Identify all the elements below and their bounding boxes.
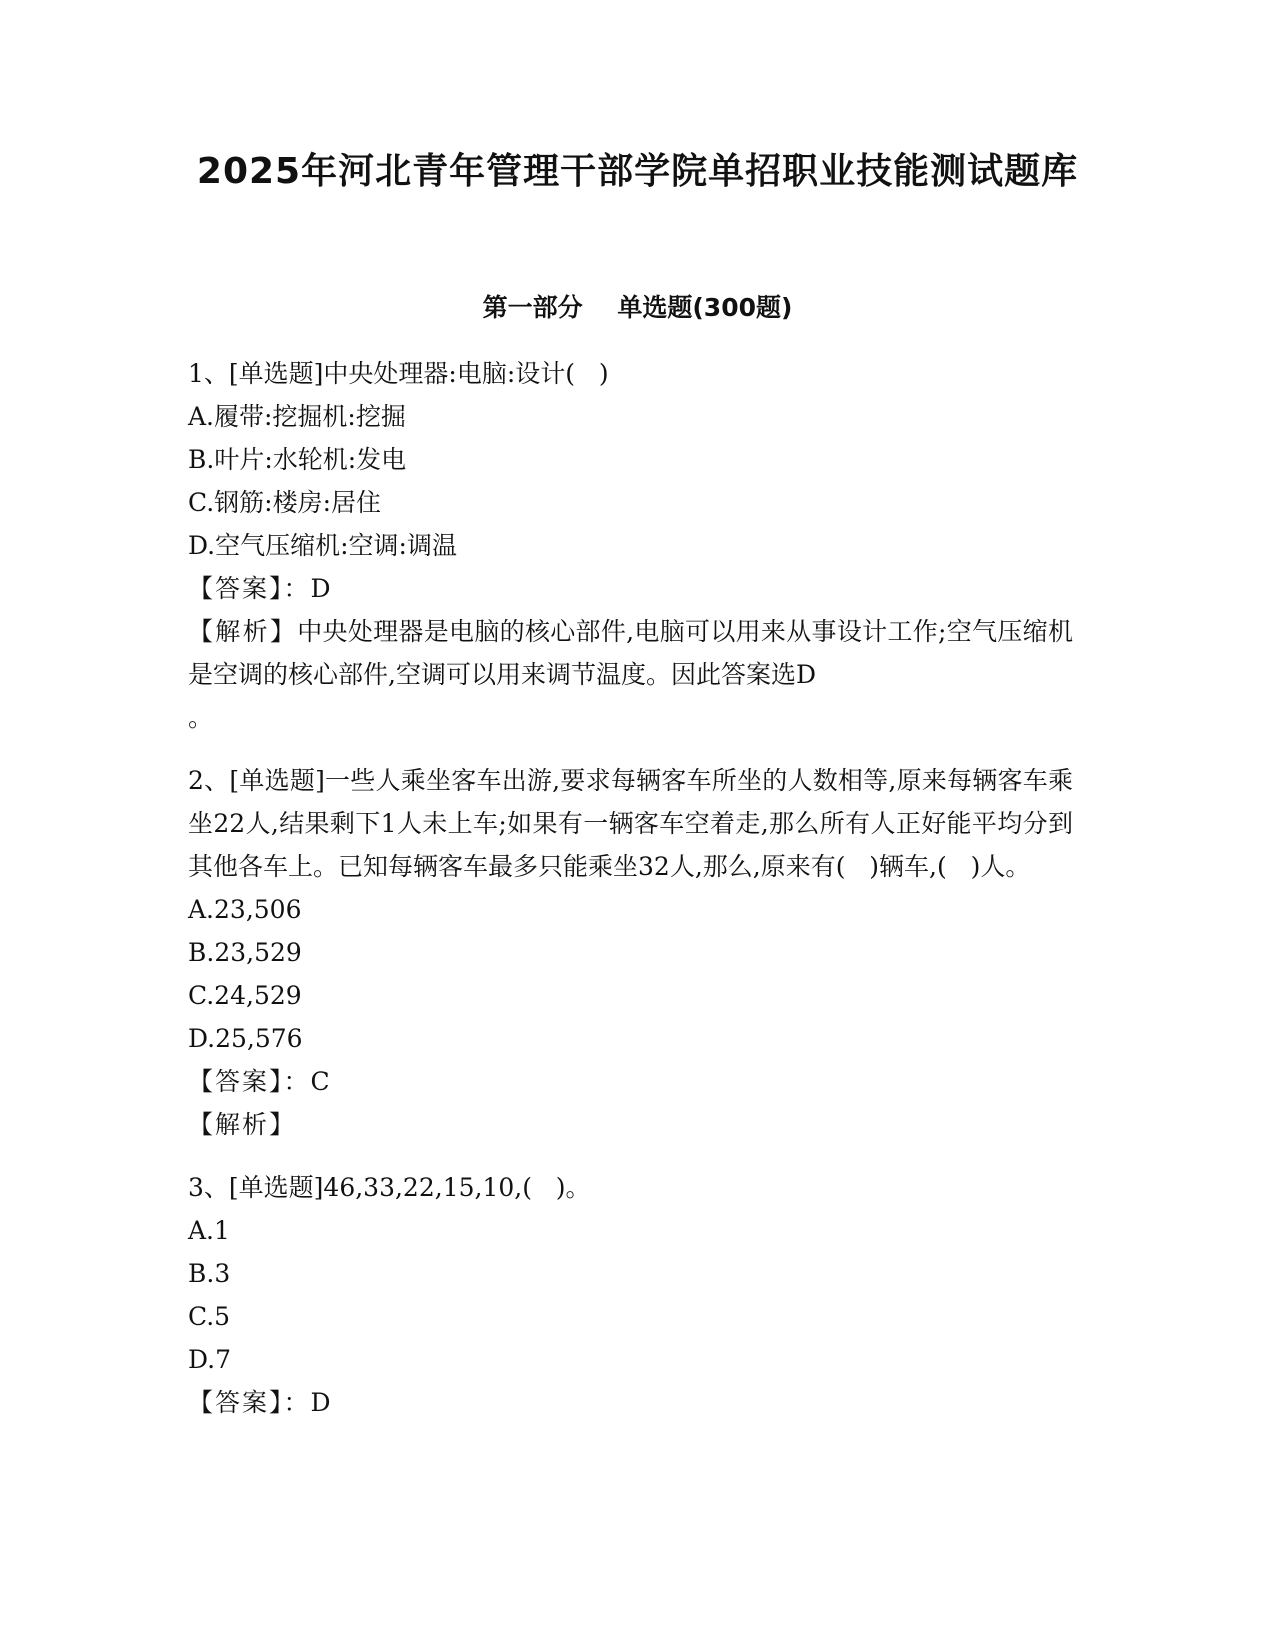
answer-line [188, 567, 1073, 610]
question-list [188, 352, 1073, 1444]
answer-value: D [310, 574, 331, 603]
question-stem: 1、[单选题]中央处理器:电脑:设计( ) [188, 359, 609, 388]
question-stem: 3、[单选题]46,33,22,15,10,( )。 [188, 1173, 591, 1202]
question-2 [188, 759, 1073, 1146]
option-c: C.5 [188, 1302, 231, 1331]
section-heading: 第一部分 单选题(300题) [482, 293, 793, 322]
analysis-line [188, 1103, 1073, 1146]
answer-value: C [310, 1067, 330, 1096]
option-d: D.7 [188, 1345, 232, 1374]
answer-label: 【答案】： [188, 1067, 311, 1096]
option-a: A.1 [188, 1216, 230, 1245]
option-b: B.23,529 [188, 938, 302, 967]
analysis-text: 中央处理器是电脑的核心部件,电脑可以用来从事设计工作;空气压缩机是空调的核心部件,空调可以用来调节温度。因此答案选D 。 [188, 617, 1073, 732]
answer-value: D [310, 1388, 331, 1417]
option-b: B.叶片:水轮机:发电 [188, 445, 407, 474]
answer-line [188, 1381, 1073, 1424]
analysis-label: 【解析】 [188, 1110, 297, 1139]
question-stem: 2、[单选题]一些人乘坐客车出游,要求每辆客车所坐的人数相等,原来每辆客车乘坐22人,结果剩下1人未上车;如果有一辆客车空着走,那么所有人正好能平均分到其他各车上。已知每辆客车最多只能乘坐32人,那么,原来有( )辆车,( )人。 [188, 766, 1073, 881]
option-c: C.钢筋:楼房:居住 [188, 488, 382, 517]
option-c: C.24,529 [188, 981, 302, 1010]
option-a: A.履带:挖掘机:挖掘 [188, 402, 406, 431]
answer-label: 【答案】： [188, 574, 311, 603]
option-d: D.25,576 [188, 1024, 303, 1053]
answer-line [188, 1060, 1073, 1103]
option-a: A.23,506 [188, 895, 302, 924]
analysis-line [188, 610, 1073, 739]
answer-label: 【答案】： [188, 1388, 311, 1417]
option-d: D.空气压缩机:空调:调温 [188, 531, 457, 560]
document-title: 2025年河北青年管理干部学院单招职业技能测试题库 [196, 151, 1079, 192]
option-b: B.3 [188, 1259, 231, 1288]
question-3 [188, 1166, 1073, 1424]
question-1 [188, 352, 1073, 739]
analysis-label: 【解析】 [188, 617, 298, 646]
